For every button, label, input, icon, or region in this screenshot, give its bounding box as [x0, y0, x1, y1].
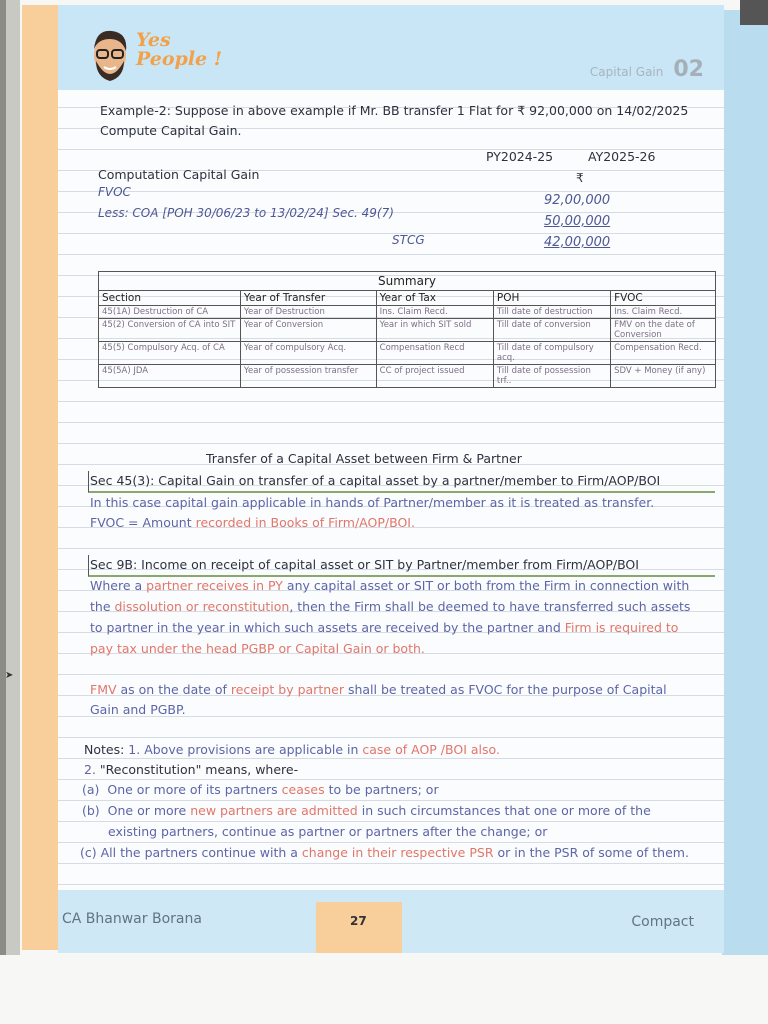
table-cell: Year of Destruction [240, 306, 376, 319]
rupee-symbol: ₹ [576, 171, 584, 185]
author-avatar-icon [88, 25, 132, 83]
sec-9b-para-line-2: the dissolution or reconstitution, then the Firm shall be deemed to have transferred such assets [90, 599, 691, 614]
fmv-para-line-1: FMV as on the date of receipt by partner shall be treated as FVOC for the purpose of Capital [90, 682, 667, 697]
margin-arrow-mark: ➤ [5, 670, 14, 681]
header-cell: Section [99, 291, 241, 306]
previous-year: PY2024-25 [486, 149, 554, 164]
table-row [99, 365, 716, 388]
next-page-edge [722, 10, 768, 955]
note-item-b-line-2: existing partners, continue as partner or partners after the change; or [108, 824, 548, 839]
table-cell: Compensation Recd. [611, 342, 716, 365]
table-cell: Year of compulsory Acq. [240, 342, 376, 365]
transfer-heading: Transfer of a Capital Asset between Firm & Partner [206, 451, 522, 466]
table-cell: FMV on the date of Conversion [611, 319, 716, 342]
table-cell: Ins. Claim Recd. [376, 306, 493, 319]
table-cell: Till date of conversion [493, 319, 610, 342]
table-row [99, 342, 716, 365]
book-spine-shadow [0, 0, 6, 955]
coa-label: Less: COA [POH 30/06/23 to 13/02/24] Sec. 49(7) [98, 206, 394, 220]
computation-title: Computation Capital Gain [98, 167, 260, 182]
chapter-header [590, 57, 704, 82]
sec-9b-para-line-4: pay tax under the head PGBP or Capital Gain or both. [90, 641, 425, 656]
stcg-value: 42,00,000 [544, 235, 611, 250]
sec-9b-para-line-1: Where a partner receives in PY any capital asset or SIT or both from the Firm in connection with [90, 578, 690, 593]
summary-table [98, 271, 716, 388]
table-cell: 45(2) Conversion of CA into SIT [99, 319, 241, 342]
table-cell: Year of Conversion [240, 319, 376, 342]
note-item-c: (c) All the partners continue with a change in their respective PSR or in the PSR of some of them. [80, 845, 689, 860]
table-cell: Till date of compulsory acq. [493, 342, 610, 365]
scanner-corner [740, 0, 768, 25]
sec-45-3-line-2: FVOC = Amount recorded in Books of Firm/AOP/BOI. [90, 515, 415, 530]
fvoc-label: FVOC [98, 185, 131, 199]
sec-9b-title: Sec 9B: Income on receipt of capital asset or SIT by Partner/member from Firm/AOP/BOI [90, 557, 639, 572]
yes-people-logo [88, 25, 228, 85]
header-cell: Year of Tax [376, 291, 493, 306]
fmv-para-line-2: Gain and PGBP. [90, 702, 186, 717]
sec-45-3-line-1: In this case capital gain applicable in hands of Partner/member as it is treated as transfer. [90, 495, 655, 510]
sec-45-3-title: Sec 45(3): Capital Gain on transfer of a capital asset by a partner/member to Firm/AOP/BOI [90, 473, 661, 488]
footer-edition: Compact [631, 914, 694, 930]
table-cell: Compensation Recd [376, 342, 493, 365]
table-cell: 45(5A) JDA [99, 365, 241, 388]
logo-text: Yes People ! [136, 29, 223, 70]
summary-title: Summary [99, 272, 716, 291]
chapter-title: Capital Gain [589, 65, 664, 79]
table-cell: Ins. Claim Recd. [611, 306, 716, 319]
notebook-page [58, 5, 724, 953]
table-cell: SDV + Money (if any) [611, 365, 716, 388]
header-cell: POH [493, 291, 610, 306]
sec-9b-para-line-3: to partner in the year in which such assets are received by the partner and Firm is required to [90, 620, 679, 635]
table-row [99, 319, 716, 342]
note-item-a: (a) One or more of its partners ceases to be partners; or [82, 782, 439, 797]
assessment-year: AY2025-26 [588, 149, 656, 164]
coa-value: 50,00,000 [544, 214, 611, 229]
note-item-b: (b) One or more new partners are admitted in such circumstances that one or more of the [82, 803, 651, 818]
table-cell: CC of project issued [376, 365, 493, 388]
chapter-number: 02 [673, 57, 704, 82]
table-cell: Year of possession transfer [240, 365, 376, 388]
fvoc-value: 92,00,000 [544, 193, 611, 208]
page-number: 27 [350, 914, 367, 928]
table-cell: Till date of possession trf.. [493, 365, 610, 388]
header-cell: FVOC [611, 291, 716, 306]
summary-header-row [99, 291, 716, 306]
stcg-label: STCG [392, 233, 425, 247]
example-line-2: Compute Capital Gain. [100, 123, 242, 138]
notes-line-1: Notes: 1. Above provisions are applicable in case of AOP /BOI also. [84, 742, 500, 757]
table-cell: 45(5) Compulsory Acq. of CA [99, 342, 241, 365]
example-line-1: Example-2: Suppose in above example if Mr. BB transfer 1 Flat for ₹ 92,00,000 on 14/02/2025 [100, 103, 689, 118]
table-cell: 45(1A) Destruction of CA [99, 306, 241, 319]
notes-line-2: 2. "Reconstitution" means, where- [84, 762, 299, 777]
page-margin-strip [22, 5, 60, 950]
header-cell: Year of Transfer [240, 291, 376, 306]
table-row [99, 306, 716, 319]
footer-author: CA Bhanwar Borana [62, 911, 202, 927]
table-cell: Till date of destruction [493, 306, 610, 319]
table-cell: Year in which SIT sold [376, 319, 493, 342]
